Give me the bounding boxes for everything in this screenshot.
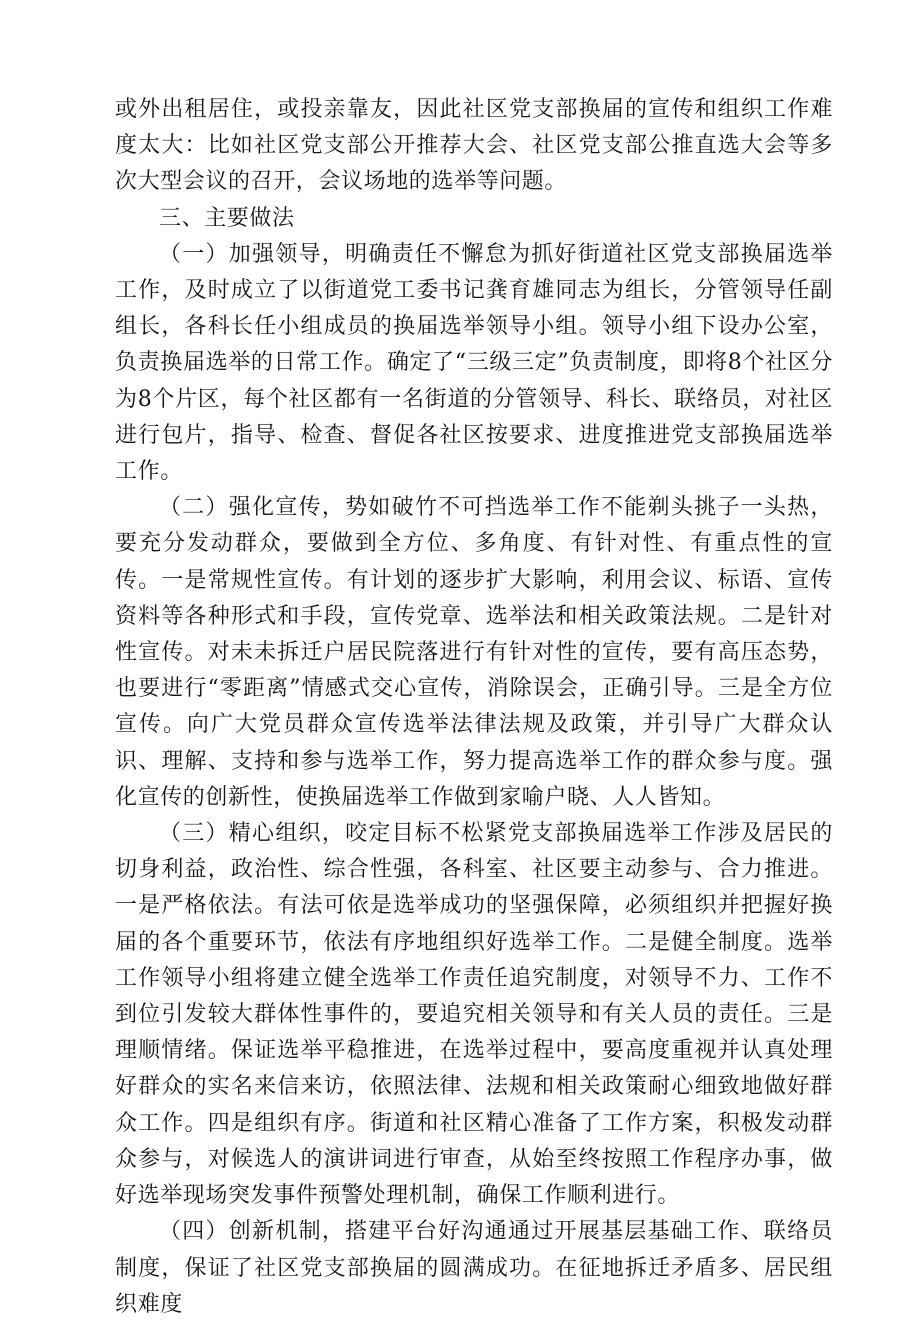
- paragraph-organization: （三）精心组织，咬定目标不松紧党支部换届选举工作涉及居民的切身利益，政治性、综合性强，各科室、社区要主动参与、合力推进。一是严格依法。有法可依是选举成功的坚强保障，必须组织并把握好换届的各个重要环节，依法有序地组织好选举工作。二是健全制度。选举工作领导小组将建立健全选举工作责任追究制度，对领导不力、工作不到位引发较大群体性事件的，要追究相关领导和有关人员的责任。三是理顺情绪。保证选举平稳推进，在选举过程中，要高度重视并认真处理好群众的实名来信来访，依照法律、法规和相关政策耐心细致地做好群众工作。四是组织有序。街道和社区精心准备了工作方案，积极发动群众参与，对候选人的演讲词进行审查，从始至终按照工作程序办事，做好选举现场突发事件预警处理机制，确保工作顺利进行。: [115, 821, 833, 1209]
- paragraph-continued: 或外出租居住，或投亲靠友，因此社区党支部换届的宣传和组织工作难度太大：比如社区党支部公开推荐大会、社区党支部公推直选大会等多次大型会议的召开，会议场地的选举等问题。: [115, 97, 833, 195]
- paragraph-leadership: （一）加强领导，明确责任不懈怠为抓好街道社区党支部换届选举工作，及时成立了以街道党工委书记龚育雄同志为组长，分管领导任副组长，各科长任小组成员的换届选举领导小组。领导小组下设办公室，负责换届选举的日常工作。确定了“三级三定”负责制度，即将8个社区分为8个片区，每个社区都有一名街道的分管领导、科长、联络员，对社区进行包片，指导、检查、督促各社区按要求、进度推进党支部换届选举工作。: [115, 241, 833, 485]
- paragraph-publicity: （二）强化宣传，势如破竹不可挡选举工作不能剃头挑子一头热，要充分发动群众，要做到全方位、多角度、有针对性、有重点性的宣传。一是常规性宣传。有计划的逐步扩大影响，利用会议、标语、宣传资料等各种形式和手段，宣传党章、选举法和相关政策法规。二是针对性宣传。对未未拆迁户居民院落进行有针对性的宣传，要有高压态势，也要进行“零距离”情感式交心宣传，消除误会，正确引导。三是全方位宣传。向广大党员群众宣传选举法律法规及政策，并引导广大群众认识、理解、支持和参与选举工作，努力提高选举工作的群众参与度。强化宣传的创新性，使换届选举工作做到家喻户晓、人人皆知。: [115, 495, 833, 810]
- section-heading: 三、主要做法: [159, 205, 295, 231]
- document-body: [115, 92, 833, 1323]
- paragraph-innovation: （四）创新机制，搭建平台好沟通通过开展基层基础工作、联络员制度，保证了社区党支部换届的圆满成功。在征地拆迁矛盾多、居民组织难度: [115, 1219, 833, 1317]
